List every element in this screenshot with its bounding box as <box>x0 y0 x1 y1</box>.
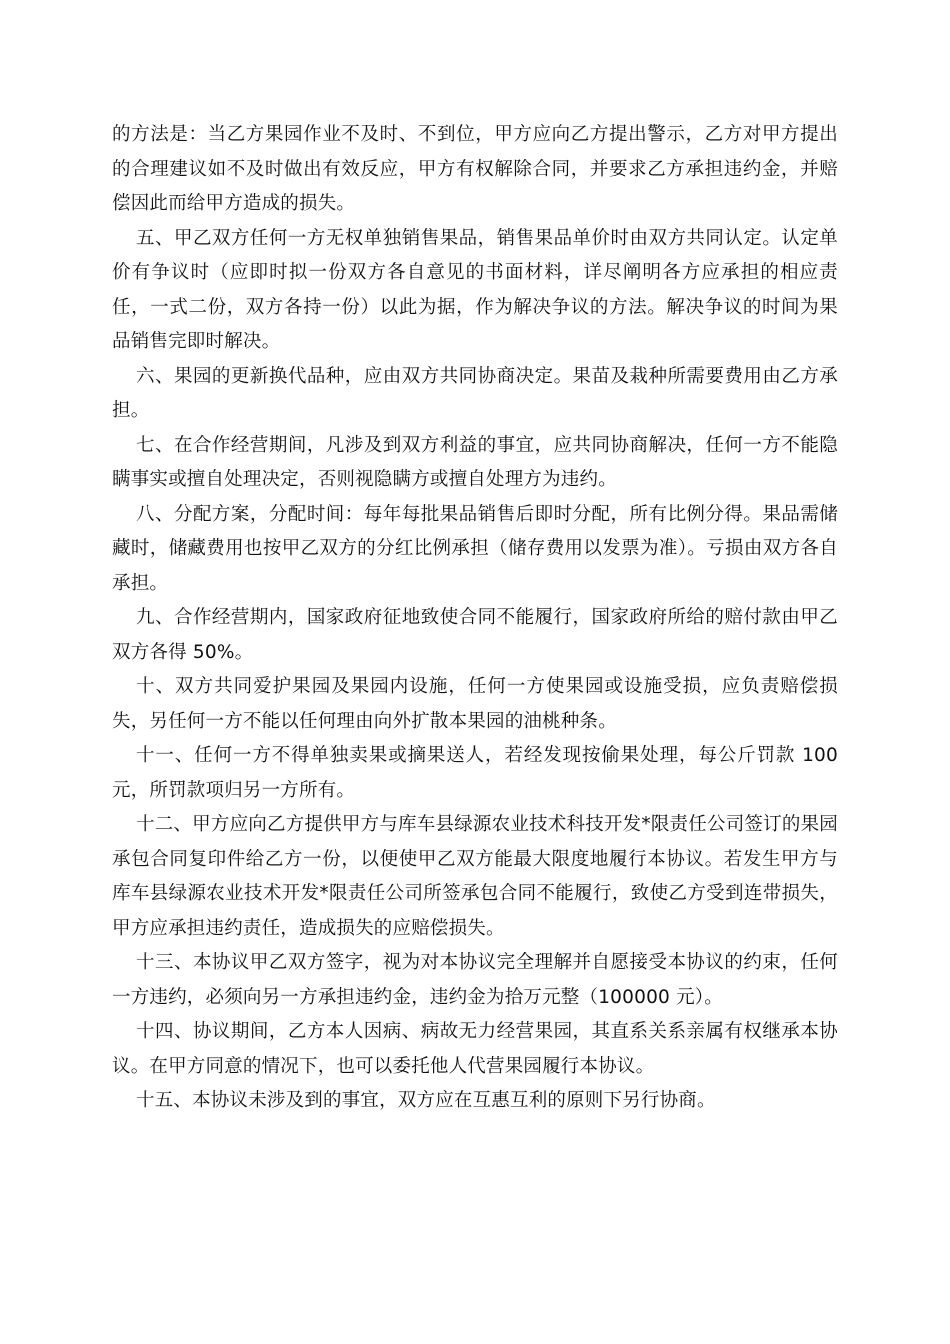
document-body <box>112 118 838 1119</box>
paragraph-continuation: 的方法是：当乙方果园作业不及时、不到位，甲方应向乙方提出警示，乙方对甲方提出的合理建议如不及时做出有效反应，甲方有权解除合同，并要求乙方承担违约金，并赔偿因此而给甲方造成的损失。 <box>112 124 838 214</box>
clause-12: 十二、甲方应向乙方提供甲方与库车县绿源农业技术科技开发*限责任公司签订的果园承包合同复印件给乙方一份，以便使甲乙双方能最大限度地履行本协议。若发生甲方与库车县绿源农业技术开发*限责任公司所签承包合同不能履行，致使乙方受到连带损失，甲方应承担违约责任，造成损失的应赔偿损失。 <box>112 814 838 939</box>
clause-6: 六、果园的更新换代品种，应由双方共同协商决定。果苗及栽种所需要费用由乙方承担。 <box>112 365 838 421</box>
clause-11: 十一、任何一方不得单独卖果或摘果送人，若经发现按偷果处理，每公斤罚款 100 元，所罚款项归另一方所有。 <box>112 745 838 801</box>
clause-13: 十三、本协议甲乙双方签字，视为对本协议完全理解并自愿接受本协议的约束，任何一方违约，必须向另一方承担违约金，违约金为拾万元整（100000 元）。 <box>112 952 838 1008</box>
clause-14: 十四、协议期间，乙方本人因病、病故无力经营果园，其直系关系亲属有权继承本协议。在甲方同意的情况下，也可以委托他人代营果园履行本协议。 <box>112 1021 838 1077</box>
clause-15: 十五、本协议未涉及到的事宜，双方应在互惠互利的原则下另行协商。 <box>136 1090 716 1111</box>
clause-10: 十、双方共同爱护果园及果园内设施，任何一方使果园或设施受损，应负责赔偿损失，另任何一方不能以任何理由向外扩散本果园的油桃种条。 <box>112 676 838 732</box>
clause-5: 五、甲乙双方任何一方无权单独销售果品，销售果品单价时由双方共同认定。认定单价有争议时（应即时拟一份双方各自意见的书面材料，详尽阐明各方应承担的相应责任，一式二份，双方各持一份）以此为据，作为解决争议的方法。解决争议的时间为果品销售完即时解决。 <box>112 227 838 352</box>
clause-8: 八、分配方案，分配时间：每年每批果品销售后即时分配，所有比例分得。果品需储藏时，储藏费用也按甲乙双方的分红比例承担（储存费用以发票为准）。亏损由双方各自承担。 <box>112 503 838 594</box>
clause-9: 九、合作经营期内，国家政府征地致使合同不能履行，国家政府所给的赔付款由甲乙双方各得 50%。 <box>112 607 838 663</box>
clause-7: 七、在合作经营期间，凡涉及到双方利益的事宜，应共同协商解决，任何一方不能隐瞒事实或擅自处理决定，否则视隐瞒方或擅自处理方为违约。 <box>112 434 838 490</box>
